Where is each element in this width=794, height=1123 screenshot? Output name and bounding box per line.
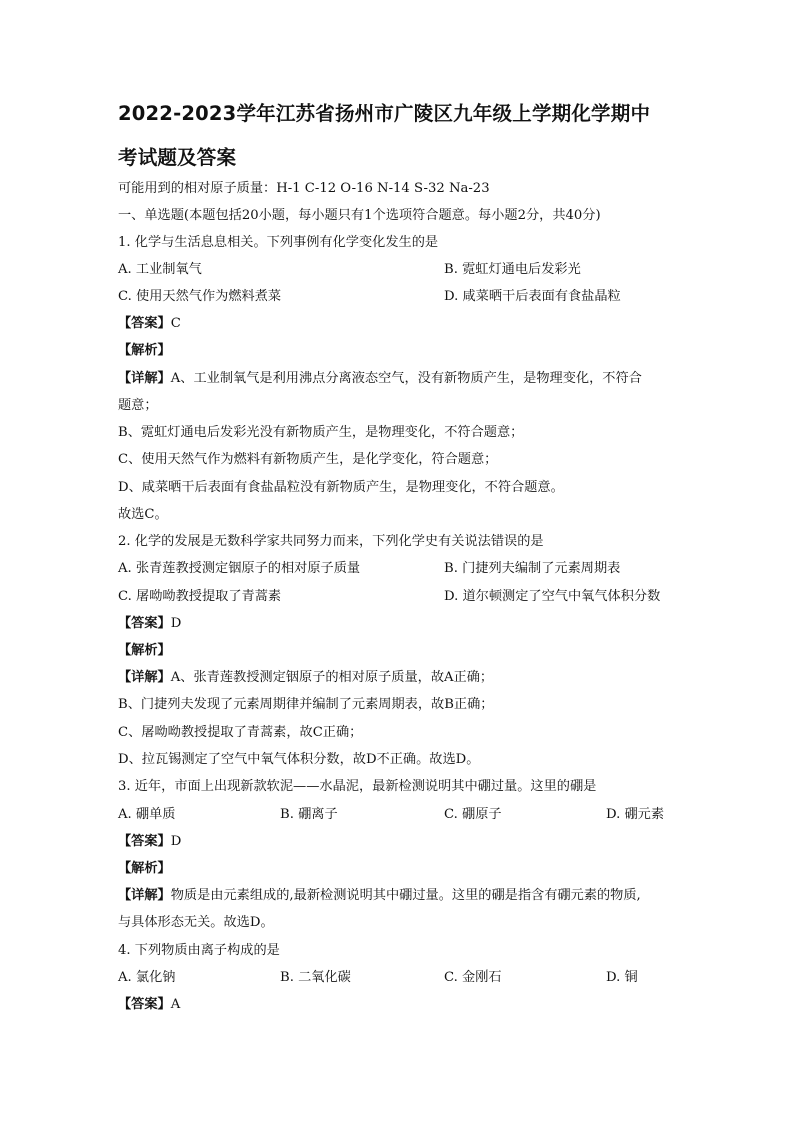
answer-tag: 【答案】 xyxy=(118,997,171,1012)
document-title-line-2: 考试题及答案 xyxy=(118,146,237,169)
q1-analysis-tag: 【解析】 xyxy=(118,343,171,358)
q1-detail-2: B、霓虹灯通电后发彩光没有新物质产生，是物理变化，不符合题意； xyxy=(118,425,524,440)
q1-option-b: B. 霓虹灯通电后发彩光 xyxy=(444,262,581,277)
q3-analysis-tag: 【解析】 xyxy=(118,861,171,876)
q1-detail-1b: 题意； xyxy=(118,398,158,413)
q3-detail-1b: 与具体形态无关。故选D。 xyxy=(118,915,274,930)
q1-option-d: D. 咸菜晒干后表面有食盐晶粒 xyxy=(444,289,621,304)
q1-conclusion: 故选C。 xyxy=(118,507,168,522)
document-title-line-1: 2022-2023学年江苏省扬州市广陵区九年级上学期化学期中 xyxy=(118,102,651,125)
q2-detail-4: D、拉瓦锡测定了空气中氧气体积分数，故D不正确。故选D。 xyxy=(118,752,480,767)
detail-tag: 【详解】 xyxy=(118,371,171,386)
q1-stem: 1. 化学与生活息息相关。下列事例有化学变化发生的是 xyxy=(118,235,439,250)
q2-detail-1 xyxy=(118,669,678,687)
q3-option-d: D. 硼元素 xyxy=(606,807,665,822)
q1-answer-value: C xyxy=(170,316,181,331)
q3-option-b: B. 硼离子 xyxy=(280,807,338,822)
q2-option-d: D. 道尔顿测定了空气中氧气体积分数 xyxy=(444,589,661,604)
q4-option-b: B. 二氧化碳 xyxy=(280,970,351,985)
q1-detail-1-text: A、工业制氧气是利用沸点分离液态空气，没有新物质产生，是物理变化，不符合 xyxy=(170,371,642,386)
q1-option-a: A. 工业制氧气 xyxy=(118,262,202,277)
section-heading: 一、单选题(本题包括20小题，每小题只有1个选项符合题意。每小题2分，共40分) xyxy=(118,208,601,223)
q4-stem: 4. 下列物质由离子构成的是 xyxy=(118,943,280,958)
q1-option-c: C. 使用天然气作为燃料煮菜 xyxy=(118,289,282,304)
q3-option-a: A. 硼单质 xyxy=(118,807,176,822)
q1-answer xyxy=(118,315,678,333)
q3-detail-1 xyxy=(118,887,678,905)
q3-stem: 3. 近年，市面上出现新款软泥——水晶泥，最新检测说明其中硼过量。这里的硼是 xyxy=(118,779,597,794)
q3-answer-value: D xyxy=(170,834,182,849)
atomic-masses-note: 可能用到的相对原子质量：H-1 C-12 O-16 N-14 S-32 Na-23 xyxy=(118,181,490,196)
q4-option-a: A. 氯化钠 xyxy=(118,970,176,985)
q2-detail-3: C、屠呦呦教授提取了青蒿素，故C正确； xyxy=(118,725,363,740)
q4-option-c: C. 金刚石 xyxy=(444,970,502,985)
answer-tag: 【答案】 xyxy=(118,616,171,631)
q2-option-a: A. 张青莲教授测定铟原子的相对原子质量 xyxy=(118,561,361,576)
q4-answer xyxy=(118,996,678,1014)
q3-answer xyxy=(118,833,678,851)
q3-option-c: C. 硼原子 xyxy=(444,807,502,822)
document-page xyxy=(118,0,678,1123)
q2-analysis-tag: 【解析】 xyxy=(118,643,171,658)
q2-answer-value: D xyxy=(170,616,182,631)
q4-answer-value: A xyxy=(170,997,181,1012)
q1-detail-3: C、使用天然气作为燃料有新物质产生，是化学变化，符合题意； xyxy=(118,452,498,467)
q3-detail-1-text: 物质是由元素组成的,最新检测说明其中硼过量。这里的硼是指含有硼元素的物质, xyxy=(170,888,641,903)
q2-detail-1-text: A、张青莲教授测定铟原子的相对原子质量，故A正确； xyxy=(170,670,494,685)
q2-stem: 2. 化学的发展是无数科学家共同努力而来，下列化学史有关说法错误的是 xyxy=(118,534,544,549)
q2-detail-2: B、门捷列夫发现了元素周期律并编制了元素周期表，故B正确； xyxy=(118,697,494,712)
q2-option-b: B. 门捷列夫编制了元素周期表 xyxy=(444,561,621,576)
q1-detail-4: D、咸菜晒干后表面有食盐晶粒没有新物质产生，是物理变化，不符合题意。 xyxy=(118,480,564,495)
answer-tag: 【答案】 xyxy=(118,316,171,331)
answer-tag: 【答案】 xyxy=(118,834,171,849)
detail-tag: 【详解】 xyxy=(118,670,171,685)
detail-tag: 【详解】 xyxy=(118,888,171,903)
q1-detail-1 xyxy=(118,370,678,388)
q2-answer xyxy=(118,615,678,633)
q2-option-c: C. 屠呦呦教授提取了青蒿素 xyxy=(118,589,282,604)
q4-option-d: D. 铜 xyxy=(606,970,638,985)
